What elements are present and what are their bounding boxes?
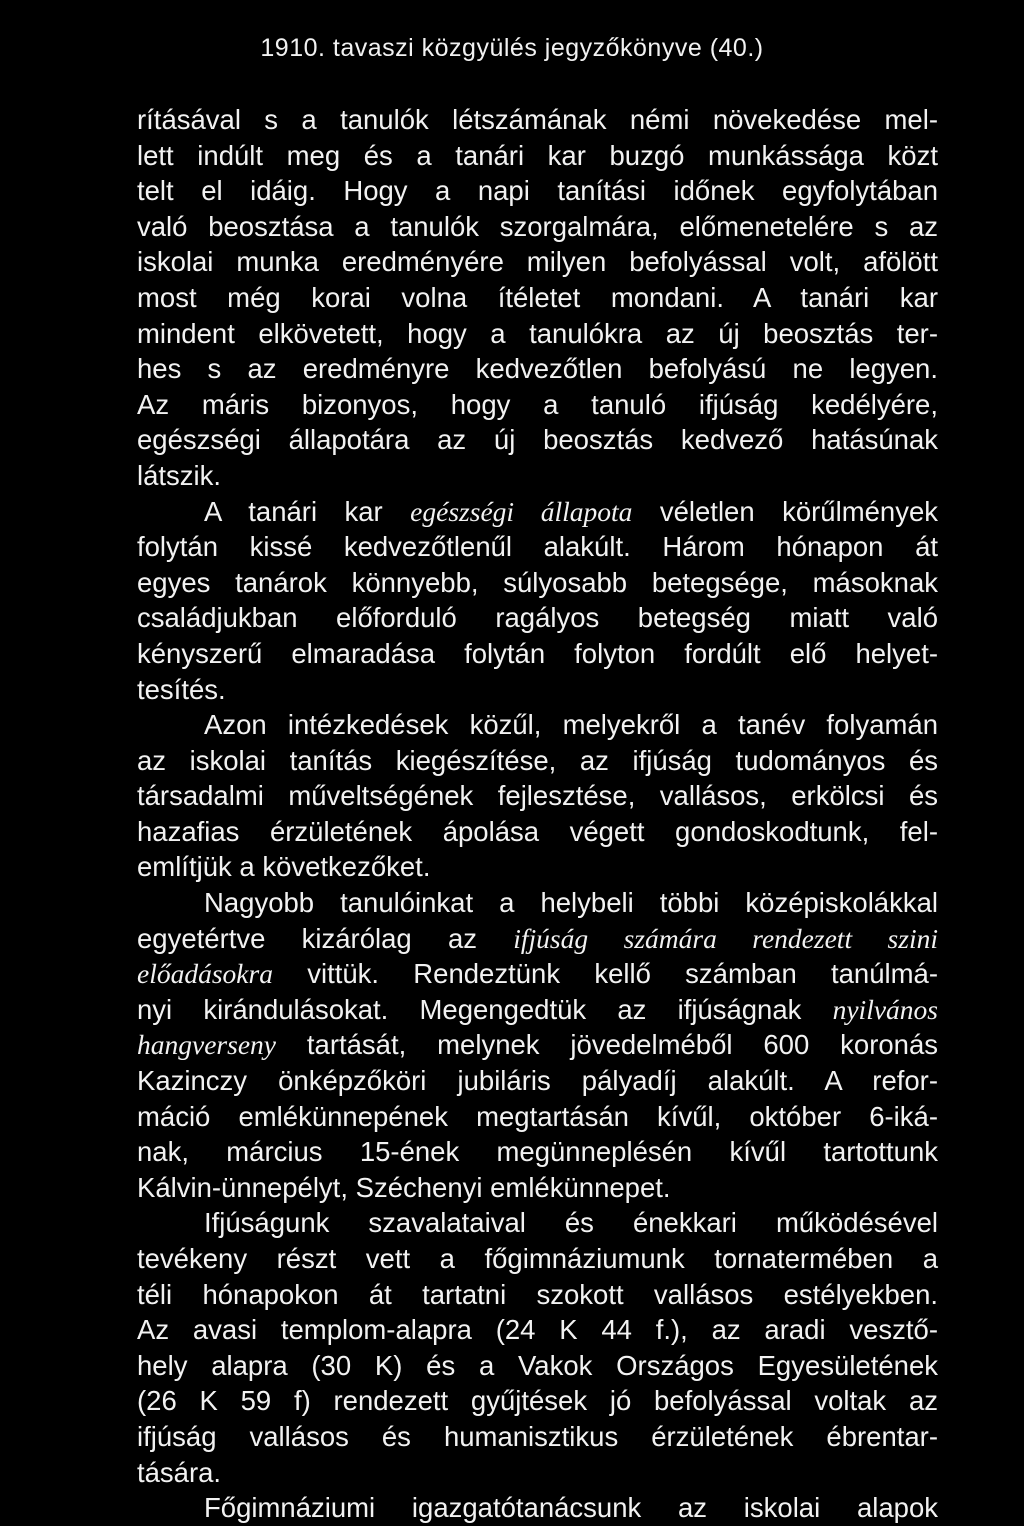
text-line: nak, március 15-ének megünneplésén kívűl tartottunk xyxy=(137,1136,938,1168)
italic-text: egészségi állapota xyxy=(410,495,633,527)
text-run: véletlen körűlmények xyxy=(632,495,938,527)
text-line: Az avasi templom-alapra (24 K 44 f.), az aradi vesztő- xyxy=(137,1314,938,1346)
paragraph-3 xyxy=(137,707,938,885)
text-line: iskolai munka eredményére milyen befolyással volt, afölött xyxy=(137,246,938,278)
italic-text: hangverseny xyxy=(137,1029,276,1061)
text-line: telt el idáig. Hogy a napi tanítási időnek egyfolytában xyxy=(137,175,938,207)
body-text xyxy=(137,102,938,1526)
italic-text: nyilvános xyxy=(832,993,938,1025)
italic-text: előadásokra xyxy=(137,958,273,990)
text-line: említjük a következőket. xyxy=(137,851,431,883)
paragraph-6 xyxy=(137,1490,938,1526)
text-line: hazafias érzületének ápolása végett gondoskodtunk, fel- xyxy=(137,815,938,847)
text-line: egyes tanárok könnyebb, súlyosabb betegsége, másoknak xyxy=(137,566,938,598)
text-line: Kazinczy önképzőköri jubiláris pályadíj alakúlt. A refor- xyxy=(137,1065,938,1097)
text-line: Ifjúságunk szavalataival és énekkari működésével xyxy=(204,1207,938,1239)
text-line: téli hónapokon át tartatni szokott vallásos estélyekben. xyxy=(137,1278,938,1310)
italic-text: ifjúság számára rendezett szini xyxy=(513,922,938,954)
text-line xyxy=(137,992,938,1028)
text-run: A tanári kar xyxy=(204,495,411,527)
text-line: (26 K 59 f) rendezett gyűjtések jó befolyással voltak az xyxy=(137,1385,938,1417)
text-line: hely alapra (30 K) és a Vakok Országos Egyesületének xyxy=(137,1349,938,1381)
paragraph-5 xyxy=(137,1205,938,1490)
text-line: látszik. xyxy=(137,459,222,491)
running-header: 1910. tavaszi közgyülés jegyzőkönyve (40.) xyxy=(260,34,764,62)
text-line: máció emlékünnepének megtartásán kívűl, október 6-iká- xyxy=(137,1100,938,1132)
paragraph-1 xyxy=(137,102,938,494)
text-line: Az máris bizonyos, hogy a tanuló ifjúság kedélyére, xyxy=(137,388,938,420)
text-line: Azon intézkedések közűl, melyekről a tanév folyamán xyxy=(204,709,938,741)
text-line: lett indúlt meg és a tanári kar buzgó munkássága közt xyxy=(137,139,938,171)
text-line: hes s az eredményre kedvezőtlen befolyású ne legyen. xyxy=(137,353,938,385)
text-line xyxy=(137,921,938,957)
text-run: egyetértve kizárólag az xyxy=(137,922,514,954)
paragraph-2 xyxy=(137,494,938,708)
text-line: Nagyobb tanulóinkat a helybeli többi középiskolákkal xyxy=(204,887,938,919)
text-line: Kálvin-ünnepélyt, Széchenyi emlékünnepet. xyxy=(137,1171,671,1203)
text-line: most még korai volna ítéletet mondani. A tanári kar xyxy=(137,281,938,313)
text-line xyxy=(137,1027,938,1063)
paragraph-4 xyxy=(137,885,938,1205)
text-line: kényszerű elmaradása folytán folyton fordúlt elő helyet- xyxy=(137,637,938,669)
text-run: vittük. Rendeztünk kellő számban tanúlmá- xyxy=(272,958,938,990)
text-line: tására. xyxy=(137,1456,222,1488)
text-line xyxy=(137,956,938,992)
text-line xyxy=(137,494,938,530)
text-line: társadalmi műveltségének fejlesztése, vallásos, erkölcsi és xyxy=(137,780,938,812)
text-line: ifjúság vallásos és humanisztikus érzületének ébrentar- xyxy=(137,1420,938,1452)
text-run: nyi kirándulásokat. Megengedtük az ifjúságnak xyxy=(137,993,833,1025)
text-line: családjukban előforduló ragályos betegség miatt való xyxy=(137,602,938,634)
text-line: rításával s a tanulók létszámának némi növekedése mel- xyxy=(137,104,938,135)
text-run: tartását, melynek jövedelméből 600 koronás xyxy=(275,1029,938,1061)
text-line: való beosztása a tanulók szorgalmára, előmenetelére s az xyxy=(137,210,938,242)
text-line: mindent elkövetett, hogy a tanulókra az új beosztás ter- xyxy=(137,317,938,349)
text-line: tesítés. xyxy=(137,673,226,705)
text-line: Főgimnáziumi igazgatótanácsunk az iskolai alapok xyxy=(204,1492,938,1524)
text-line: folytán kissé kedvezőtlenűl alakúlt. Három hónapon át xyxy=(137,531,938,563)
text-line: tevékeny részt vett a főgimnáziumunk tornatermében a xyxy=(137,1243,938,1274)
text-line: az iskolai tanítás kiegészítése, az ifjúság tudományos és xyxy=(137,744,938,776)
text-line: egészségi állapotára az új beosztás kedvező hatásúnak xyxy=(137,424,938,456)
